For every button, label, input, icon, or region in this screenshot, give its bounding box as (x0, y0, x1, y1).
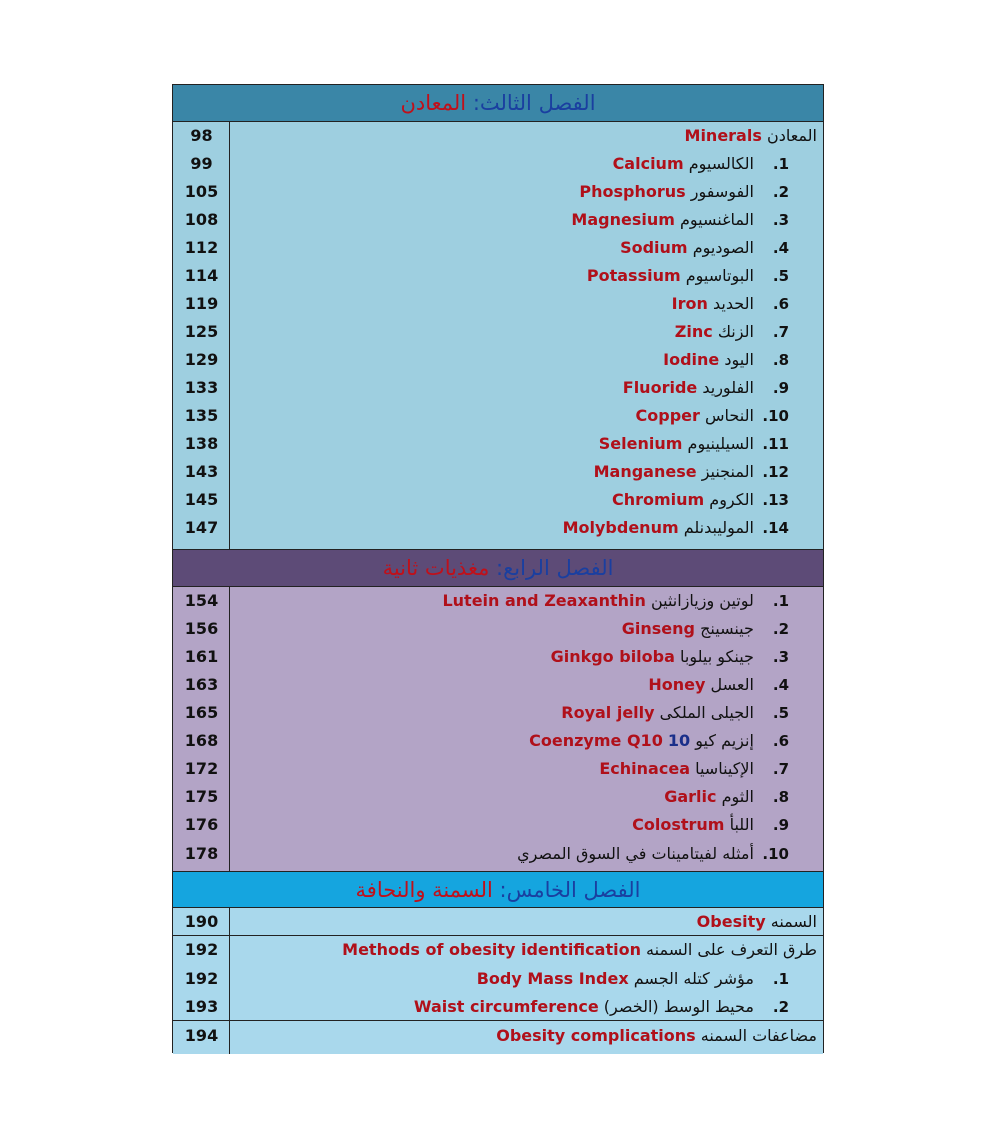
entry-text (551, 643, 789, 671)
toc-entry (173, 965, 823, 993)
entry-english: Obesity complications (496, 1026, 696, 1045)
entry-text (599, 430, 789, 458)
entry-english: Honey (648, 675, 706, 694)
entry-arabic: مضاعفات السمنه (700, 1026, 817, 1045)
entry-arabic: أمثله لفيتامينات في السوق المصري (517, 844, 754, 863)
entry-text (563, 514, 789, 542)
page-number: 135 (184, 406, 219, 425)
entry-english: Ginseng (621, 619, 695, 638)
entry-number: 8. (772, 351, 789, 369)
entry-arabic: جينكو بيلوبا (680, 647, 754, 666)
chapter-4-header (173, 549, 823, 587)
chapter-5-header (173, 871, 823, 908)
page-number: 114 (184, 266, 219, 285)
page-number: 156 (184, 619, 219, 638)
entry-arabic: الزنك (717, 322, 754, 341)
table-of-contents (172, 84, 824, 1053)
chapter-4-title: مغذيات ثانية (382, 556, 490, 580)
toc-entry (173, 840, 823, 868)
page-number: 105 (184, 182, 219, 201)
entry-number: 6. (772, 295, 789, 313)
toc-entry (173, 727, 823, 755)
entry-arabic: الكروم (709, 490, 754, 509)
toc-entry (173, 908, 823, 936)
entry-number: 11. (762, 435, 789, 453)
entry-number: 2. (772, 183, 789, 201)
entry-english: Obesity (696, 912, 766, 931)
entry-english: Sodium (620, 238, 688, 257)
entry-arabic: الماغنسيوم (679, 210, 754, 229)
chapter-5-title: السمنة والنحافة (355, 878, 493, 902)
page-number: 99 (190, 154, 213, 173)
entry-english: Molybdenum (562, 518, 679, 537)
entry-text (517, 840, 789, 868)
entry-text (623, 374, 789, 402)
entry-number: 5. (772, 704, 789, 722)
entry-number: 10. (762, 407, 789, 425)
entry-arabic: الموليبدنلم (683, 518, 754, 537)
entry-number: 2. (772, 998, 789, 1016)
chapter-3-section (173, 122, 823, 549)
entry-english: Calcium (612, 154, 684, 173)
entry-english: Ginkgo biloba (550, 647, 675, 666)
entry-arabic-number: 10 (667, 731, 691, 750)
toc-entry (173, 615, 823, 643)
entry-number: 14. (762, 519, 789, 537)
entry-english: Chromium (611, 490, 705, 509)
entry-arabic: الكالسيوم (688, 154, 754, 173)
toc-entry (173, 1022, 823, 1050)
entry-text (342, 936, 817, 964)
entry-arabic: لوتين وزيازانثين (650, 591, 754, 610)
toc-entry (173, 402, 823, 430)
entry-arabic: الثوم (721, 787, 754, 806)
toc-entry (173, 486, 823, 514)
chapter-5-label: الفصل الخامس: (499, 878, 641, 902)
entry-text (599, 755, 789, 783)
entry-number: 3. (772, 211, 789, 229)
entry-number: 1. (772, 970, 789, 988)
entry-number: 1. (772, 155, 789, 173)
entry-number: 2. (772, 620, 789, 638)
entry-arabic: البوتاسيوم (685, 266, 754, 285)
entry-arabic: مؤشر كتله الجسم (633, 969, 754, 988)
entry-text (529, 727, 789, 755)
page-number: 194 (184, 1026, 219, 1045)
entry-english: Fluoride (622, 378, 698, 397)
toc-entry (173, 430, 823, 458)
entry-english: Colostrum (632, 815, 725, 834)
page-number: 112 (184, 238, 219, 257)
entry-text (612, 486, 789, 514)
entry-text (675, 318, 789, 346)
toc-entry (173, 374, 823, 402)
page-number: 165 (184, 703, 219, 722)
entry-english: Manganese (593, 462, 697, 481)
page-number: 133 (184, 378, 219, 397)
toc-entry (173, 587, 823, 615)
entry-text (579, 178, 789, 206)
entry-arabic: المعادن (766, 126, 817, 145)
entry-arabic: محيط الوسط (الخصر) (603, 997, 754, 1016)
entry-arabic: العسل (710, 675, 754, 694)
entry-arabic: النحاس (705, 406, 754, 425)
entry-english: Selenium (598, 434, 683, 453)
page-number: 192 (184, 940, 219, 959)
toc-entry (173, 936, 823, 964)
entry-number: 4. (772, 676, 789, 694)
chapter-3-header (173, 85, 823, 122)
entry-english: Coenzyme Q10 (529, 731, 663, 750)
chapter-4-label: الفصل الرابع: (496, 556, 614, 580)
entry-number: 4. (772, 239, 789, 257)
entry-arabic: اللبأ (729, 815, 754, 834)
toc-entry (173, 234, 823, 262)
page-number: 175 (184, 787, 219, 806)
toc-entry (173, 783, 823, 811)
entry-text (636, 402, 789, 430)
entry-text (664, 783, 789, 811)
entry-arabic: جينسينج (700, 619, 754, 638)
page-number: 147 (184, 518, 219, 537)
chapter-3-title: المعادن (400, 91, 467, 115)
entry-number: 7. (772, 760, 789, 778)
toc-entry (173, 290, 823, 318)
entry-text (672, 290, 789, 318)
toc-entry (173, 699, 823, 727)
toc-entry (173, 318, 823, 346)
entry-text (620, 234, 789, 262)
toc-entry (173, 262, 823, 290)
entry-arabic: السيلينيوم (687, 434, 754, 453)
entry-english: Waist circumference (413, 997, 599, 1016)
toc-entry (173, 206, 823, 234)
page-number: 138 (184, 434, 219, 453)
page-number: 193 (184, 997, 219, 1016)
page-number: 192 (184, 969, 219, 988)
entry-arabic: الإكيناسيا (695, 759, 754, 778)
entry-english: Garlic (664, 787, 717, 806)
entry-arabic: اليود (724, 350, 754, 369)
entry-arabic: إنزيم كيو (695, 731, 754, 750)
entry-arabic: السمنه (770, 912, 817, 931)
toc-entry (173, 514, 823, 542)
toc-entry (173, 811, 823, 839)
entry-english: Zinc (674, 322, 713, 341)
page-number: 163 (184, 675, 219, 694)
entry-english: Royal jelly (561, 703, 655, 722)
toc-entry (173, 671, 823, 699)
entry-english: Minerals (684, 126, 762, 145)
page-number: 143 (184, 462, 219, 481)
chapter-3-label: الفصل الثالث: (472, 91, 596, 115)
entry-text (561, 699, 789, 727)
entry-text (571, 206, 789, 234)
page-number: 176 (184, 815, 219, 834)
page-number: 168 (184, 731, 219, 750)
entry-text (414, 993, 789, 1021)
page-number: 145 (184, 490, 219, 509)
toc-entry (173, 122, 823, 150)
toc-entry (173, 755, 823, 783)
toc-entry (173, 458, 823, 486)
page-number: 178 (184, 844, 219, 863)
page-number: 108 (184, 210, 219, 229)
entry-text (477, 965, 789, 993)
entry-number: 12. (762, 463, 789, 481)
entry-number: 7. (772, 323, 789, 341)
entry-number: 6. (772, 732, 789, 750)
toc-entry (173, 178, 823, 206)
entry-text (622, 615, 789, 643)
entry-arabic: الجيلى الملكى (659, 703, 754, 722)
entry-arabic: الفوسفور (690, 182, 754, 201)
entry-text (648, 671, 789, 699)
toc-entry (173, 346, 823, 374)
entry-english: Iron (671, 294, 708, 313)
entry-english: Magnesium (571, 210, 675, 229)
toc-entry (173, 643, 823, 671)
entry-text (442, 587, 789, 615)
entry-number: 5. (772, 267, 789, 285)
entry-arabic: الفلوريد (702, 378, 754, 397)
entry-number: 13. (762, 491, 789, 509)
entry-text (594, 458, 789, 486)
entry-number: 9. (772, 379, 789, 397)
entry-number: 8. (772, 788, 789, 806)
entry-english: Potassium (586, 266, 681, 285)
entry-english: Lutein and Zeaxanthin (442, 591, 646, 610)
entry-arabic: الحديد (713, 294, 754, 313)
page-number: 172 (184, 759, 219, 778)
chapter-5-section (173, 908, 823, 1054)
entry-text (685, 122, 817, 150)
entry-text (496, 1022, 817, 1050)
entry-text (632, 811, 789, 839)
entry-english: Body Mass Index (476, 969, 629, 988)
entry-number: 1. (772, 592, 789, 610)
entry-english: Copper (635, 406, 700, 425)
entry-text (613, 150, 789, 178)
entry-english: Methods of obesity identification (342, 940, 641, 959)
entry-text (697, 908, 817, 936)
page-number: 190 (184, 912, 219, 931)
entry-english: Phosphorus (579, 182, 686, 201)
entry-text (587, 262, 789, 290)
page-number: 154 (184, 591, 219, 610)
entry-english: Echinacea (599, 759, 690, 778)
entry-number: 3. (772, 648, 789, 666)
toc-entry (173, 993, 823, 1021)
entry-number: 9. (772, 816, 789, 834)
entry-arabic: المنجنيز (701, 462, 754, 481)
page-number: 129 (184, 350, 219, 369)
page-number: 119 (184, 294, 219, 313)
entry-number: 10. (762, 845, 789, 863)
page-number: 98 (190, 126, 213, 145)
page-number: 161 (184, 647, 219, 666)
entry-arabic: طرق التعرف على السمنه (646, 940, 817, 959)
entry-english: Iodine (663, 350, 720, 369)
chapter-4-section (173, 587, 823, 871)
page-number: 125 (184, 322, 219, 341)
entry-text (663, 346, 789, 374)
entry-arabic: الصوديوم (692, 238, 754, 257)
toc-entry (173, 150, 823, 178)
